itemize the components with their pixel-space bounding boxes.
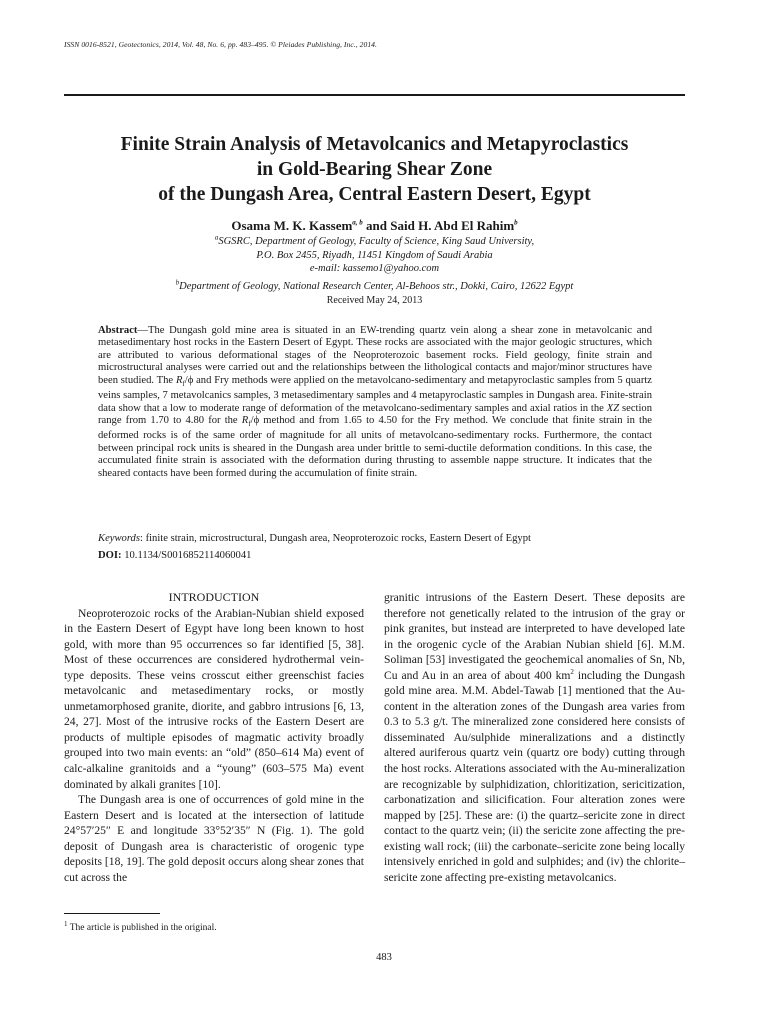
rf-phi-2: /ϕ (250, 414, 260, 426)
doi-value[interactable]: 10.1134/S0016852114060041 (121, 550, 252, 561)
abstract-part-2: and Fry methods were applied on the metavolcano-sedimentary and metapyroclastic samples from 5 quartz veins samples, 7 metavolcanics samples, 3 metasedimentary samples and 4 metapyroclastic samples in Dungash area. Finite-strain data show that a low to moderate range of deformation of the metavolcano-sedimentary samples and axial ratios in the (98, 374, 652, 414)
rf-symbol: R (175, 374, 183, 386)
affiliation-b (64, 280, 685, 294)
affiliation-a (64, 235, 685, 276)
doi-label: DOI: (98, 550, 122, 561)
title-line-3: of the Dungash Area, Central Eastern Desert, Egypt (158, 184, 591, 205)
abstract-dash: — (137, 325, 149, 336)
rf-phi: /ϕ (184, 374, 194, 386)
header-rule (64, 94, 685, 96)
affil-a-line-2: P.O. Box 2455, Riyadh, 11451 Kingdom of Saudi Arabia (256, 249, 493, 261)
author-2: Said H. Abd El Rahim (390, 218, 515, 233)
author-1-affil-marks: a, b (352, 218, 363, 227)
rf-symbol-2: R (241, 414, 249, 426)
rf-subscript: f (182, 379, 185, 388)
affil-a-mark: a (214, 233, 219, 242)
rf-subscript-2: f (248, 420, 251, 429)
abstract-part-1: The Dungash gold mine area is situated in an EW-trending quartz vein along a shear zone in metavolcanic and metasedimentary host rocks in the Eastern Desert of Egypt. These rocks are associated with the major geologic structures, which are attributed to various deformational stages of the Neoproterozoic basement rocks. Field geology, finite strain and microstructural analyses were carried out and the relationships between the lithological contacts and major/minor structures have been studied. The (98, 325, 652, 386)
keywords (98, 532, 652, 545)
affil-a-line-1: SGSRC, Department of Geology, Faculty of Science, King Saud University, (218, 236, 535, 247)
title-line-2: in Gold-Bearing Shear Zone (256, 159, 493, 180)
author-1: Osama M. K. Kassem (231, 218, 353, 233)
abstract (98, 325, 652, 480)
intro-paragraph-3a: granitic intrusions of the Eastern Desert. These deposits are therefore not genetically related to the intrusion of the gray or pink granites, but instead are interpreted to have developed late in the orogenic cycle of the Arabian Nubian shield [6]. M.M. Soliman [53] investigated the geochemical anomalies of Sn, Nb, Cu and Au in an area of about 400 km (384, 591, 685, 682)
authors (64, 217, 685, 234)
keywords-label: Keywords (98, 533, 140, 544)
received-date: Received May 24, 2013 (326, 295, 423, 306)
intro-paragraph-3 (384, 590, 685, 885)
journal-citation: ISSN 0016-8521, Geotectonics, 2014, Vol. 48, No. 6, pp. 483–495. © Pleiades Publishing, Inc., 2014. (64, 40, 377, 49)
right-column (384, 590, 685, 885)
abstract-label: Abstract (98, 325, 138, 336)
keywords-text: : finite strain, microstructural, Dungash area, Neoproterozoic rocks, Eastern Desert of Egypt (139, 533, 531, 544)
author-conjunction: and (362, 218, 391, 233)
footnote-text: The article is published in the original. (67, 923, 217, 934)
article-title (64, 132, 685, 207)
intro-paragraph-3b: including the Dungash gold mine area. M.M. Abdel-Tawab [1] mentioned that the Au-content in the alteration zones of the Dungash area varies from 0.3 to 5.3 g/t. The mineralized zone considered here consists of disseminated Au/sulphide mineralizations and a distinctly altered auriferous quartz vein (quartz ore body) cutting through the host rocks. Alterations associated with the Au-mineralization are recognizable by sulphidization, chloritization, sericitization, carbonatization and silicification. Four alteration zones were mapped by [25]. These are: (i) the quartz–sericite zone in direct contact to the quartz vein; (ii) the sericite zone affecting the pre-existing wall rock; (iii) the carbonate–sericite zone being locally intensively enriched in gold and sulphides; and (iv) the chlorite–sericite zone affecting pre-existing metavolcanics. (384, 668, 686, 884)
abstract-part-3: section range from 1.70 to 4.80 for the (98, 402, 653, 426)
affil-b-line-1: Department of Geology, National Research Center, Al-Behoos str., Dokki, Cairo, 12622 Egypt (179, 281, 574, 292)
abstract-part-4: method and from 1.65 to 4.50 for the Fry method. We conclude that finite strain in the deformed rocks is of the same order of magnitude for all units of metavolcano-sedimentary rocks. Furthermore, the contact between principal rock units is sheared in the Dungash area under brittle to semi-ductile deformation conditions. In this case, the accumulated finite strain is associated with the deformation during thrusting to assemble nappe structure. It indicates that the sheared contacts have been formed during the accumulation of finite strain. (98, 414, 652, 479)
introduction-heading: INTRODUCTION (168, 590, 260, 604)
doi (98, 549, 652, 562)
footnote-rule (64, 913, 160, 914)
intro-paragraph-1: Neoproterozoic rocks of the Arabian-Nubian shield exposed in the Eastern Desert of Egypt have long been known to host gold, with more than 95 occurrences so far identified [5, 38]. Most of these occurrences are considered hydrothermal vein-type deposits. These veins crosscut either greenschist facies metavolcanic and metasedimentary rocks, or mostly unmetamorphosed granite, diorite, and gabbro intrusions [6, 13, 24, 27]. Most of the intrusive rocks of the Eastern Desert are products of multiple episodes of magmatic activity broadly grouped into two main events: an “old” (850–614 Ma) event of calc-alkaline granitoids and a “young” (603–575 Ma) event dominated by alkali granites [10]. (64, 606, 364, 791)
author-2-affil-marks: b (514, 218, 518, 227)
left-column (64, 590, 364, 885)
footnote-mark: 1 (64, 920, 68, 928)
affil-b-mark: b (175, 278, 180, 287)
page-number: 483 (376, 952, 392, 963)
km-squared-sup: 2 (570, 667, 574, 676)
title-line-1: Finite Strain Analysis of Metavolcanics and Metapyroclastics (120, 134, 629, 155)
footnote (64, 918, 364, 934)
affil-a-email[interactable]: e-mail: kassemo1@yahoo.com (309, 263, 440, 274)
xz-section: XZ (606, 402, 620, 414)
intro-paragraph-2: The Dungash area is one of occurrences of gold mine in the Eastern Desert and is located at the intersection of latitude 24°57′25″ E and longitude 33°52′35″ N (Fig. 1). The gold deposit of Dungash area is characteristic of orogenic type deposits [18, 19]. The gold deposit occurs along shear zones that cut across the (64, 793, 364, 884)
